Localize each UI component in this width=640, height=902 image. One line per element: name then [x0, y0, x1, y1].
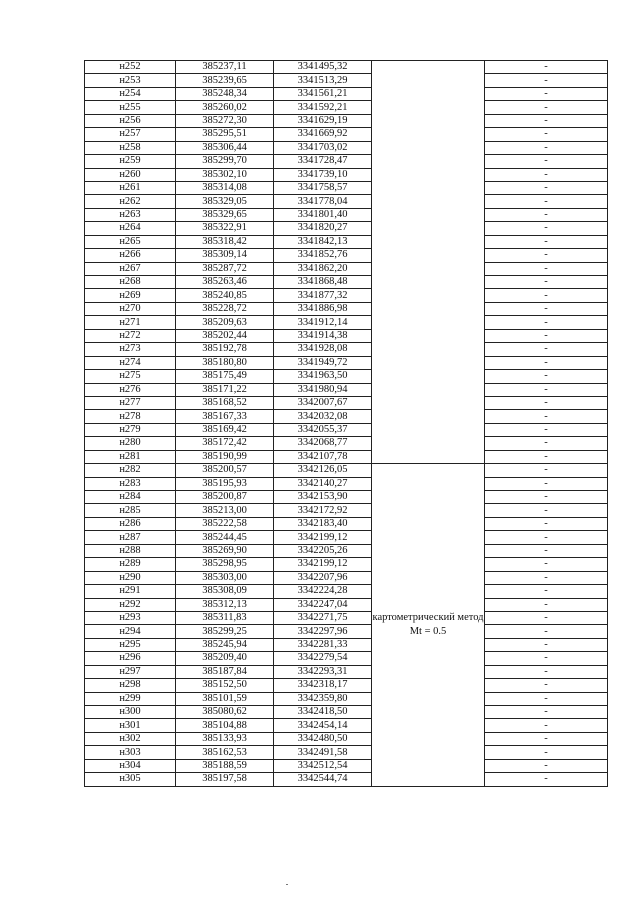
x-coordinate-cell: 385152,50: [176, 679, 274, 692]
y-coordinate-cell: 3342318,17: [274, 679, 372, 692]
description-cell: -: [485, 759, 608, 772]
point-id-cell: н258: [85, 141, 176, 154]
description-cell: -: [485, 611, 608, 624]
y-coordinate-cell: 3342032,08: [274, 410, 372, 423]
point-id-cell: н271: [85, 316, 176, 329]
y-coordinate-cell: 3342293,31: [274, 665, 372, 678]
point-id-cell: н268: [85, 276, 176, 289]
table-row: [85, 464, 608, 477]
description-cell: -: [485, 665, 608, 678]
table-row: [85, 491, 608, 504]
y-coordinate-cell: 3342140,27: [274, 477, 372, 490]
description-cell: -: [485, 276, 608, 289]
table-row: [85, 343, 608, 356]
y-coordinate-cell: 3341739,10: [274, 168, 372, 181]
y-coordinate-cell: 3342279,54: [274, 652, 372, 665]
point-id-cell: н275: [85, 370, 176, 383]
y-coordinate-cell: 3342172,92: [274, 504, 372, 517]
point-id-cell: н292: [85, 598, 176, 611]
point-id-cell: н289: [85, 558, 176, 571]
point-id-cell: н273: [85, 343, 176, 356]
x-coordinate-cell: 385171,22: [176, 383, 274, 396]
point-id-cell: н295: [85, 638, 176, 651]
description-cell: -: [485, 289, 608, 302]
table-row: [85, 692, 608, 705]
point-id-cell: н263: [85, 208, 176, 221]
table-row: [85, 437, 608, 450]
table-row: [85, 652, 608, 665]
description-cell: -: [485, 181, 608, 194]
y-coordinate-cell: 3342207,96: [274, 571, 372, 584]
point-id-cell: н280: [85, 437, 176, 450]
description-cell: -: [485, 437, 608, 450]
y-coordinate-cell: 3341980,94: [274, 383, 372, 396]
description-cell: -: [485, 598, 608, 611]
x-coordinate-cell: 385168,52: [176, 396, 274, 409]
table-row: [85, 155, 608, 168]
x-coordinate-cell: 385080,62: [176, 706, 274, 719]
point-id-cell: н291: [85, 585, 176, 598]
description-cell: -: [485, 195, 608, 208]
y-coordinate-cell: 3341868,48: [274, 276, 372, 289]
description-cell: -: [485, 679, 608, 692]
coordinates-table-body: [85, 61, 608, 787]
description-cell: -: [485, 625, 608, 638]
x-coordinate-cell: 385240,85: [176, 289, 274, 302]
x-coordinate-cell: 385213,00: [176, 504, 274, 517]
description-cell: -: [485, 383, 608, 396]
point-id-cell: н267: [85, 262, 176, 275]
description-cell: -: [485, 87, 608, 100]
y-coordinate-cell: 3342068,77: [274, 437, 372, 450]
table-row: [85, 396, 608, 409]
description-cell: -: [485, 343, 608, 356]
table-row: [85, 517, 608, 530]
point-id-cell: н296: [85, 652, 176, 665]
table-row: [85, 706, 608, 719]
y-coordinate-cell: 3342512,54: [274, 759, 372, 772]
table-row: [85, 773, 608, 786]
x-coordinate-cell: 385222,58: [176, 517, 274, 530]
y-coordinate-cell: 3341963,50: [274, 370, 372, 383]
table-row: [85, 329, 608, 342]
description-cell: -: [485, 517, 608, 530]
point-id-cell: н285: [85, 504, 176, 517]
x-coordinate-cell: 385245,94: [176, 638, 274, 651]
x-coordinate-cell: 385162,53: [176, 746, 274, 759]
point-id-cell: н288: [85, 544, 176, 557]
x-coordinate-cell: 385329,65: [176, 208, 274, 221]
x-coordinate-cell: 385167,33: [176, 410, 274, 423]
x-coordinate-cell: 385101,59: [176, 692, 274, 705]
y-coordinate-cell: 3341561,21: [274, 87, 372, 100]
point-id-cell: н256: [85, 114, 176, 127]
y-coordinate-cell: 3342418,50: [274, 706, 372, 719]
y-coordinate-cell: 3341669,92: [274, 128, 372, 141]
y-coordinate-cell: 3341801,40: [274, 208, 372, 221]
table-row: [85, 450, 608, 463]
y-coordinate-cell: 3341842,13: [274, 235, 372, 248]
point-id-cell: н272: [85, 329, 176, 342]
table-row: [85, 625, 608, 638]
point-id-cell: н260: [85, 168, 176, 181]
table-row: [85, 356, 608, 369]
description-cell: -: [485, 410, 608, 423]
x-coordinate-cell: 385260,02: [176, 101, 274, 114]
y-coordinate-cell: 3341852,76: [274, 249, 372, 262]
x-coordinate-cell: 385298,95: [176, 558, 274, 571]
x-coordinate-cell: 385228,72: [176, 302, 274, 315]
x-coordinate-cell: 385169,42: [176, 423, 274, 436]
description-cell: -: [485, 732, 608, 745]
x-coordinate-cell: 385269,90: [176, 544, 274, 557]
point-id-cell: н298: [85, 679, 176, 692]
point-id-cell: н294: [85, 625, 176, 638]
description-cell: -: [485, 302, 608, 315]
point-id-cell: н252: [85, 61, 176, 74]
y-coordinate-cell: 3342297,96: [274, 625, 372, 638]
y-coordinate-cell: 3341728,47: [274, 155, 372, 168]
description-cell: -: [485, 141, 608, 154]
point-id-cell: н299: [85, 692, 176, 705]
point-id-cell: н281: [85, 450, 176, 463]
x-coordinate-cell: 385190,99: [176, 450, 274, 463]
table-row: [85, 316, 608, 329]
table-row: [85, 679, 608, 692]
description-cell: -: [485, 504, 608, 517]
y-coordinate-cell: 3342007,67: [274, 396, 372, 409]
table-row: [85, 477, 608, 490]
description-cell: -: [485, 652, 608, 665]
point-id-cell: н284: [85, 491, 176, 504]
description-cell: -: [485, 114, 608, 127]
y-coordinate-cell: 3341886,98: [274, 302, 372, 315]
point-id-cell: н255: [85, 101, 176, 114]
point-id-cell: н297: [85, 665, 176, 678]
y-coordinate-cell: 3342271,75: [274, 611, 372, 624]
y-coordinate-cell: 3341778,04: [274, 195, 372, 208]
table-row: [85, 61, 608, 74]
x-coordinate-cell: 385329,05: [176, 195, 274, 208]
point-id-cell: н293: [85, 611, 176, 624]
x-coordinate-cell: 385180,80: [176, 356, 274, 369]
table-row: [85, 87, 608, 100]
method-cell: картометрический метод Mt = 0.5: [372, 464, 485, 787]
table-row: [85, 208, 608, 221]
point-id-cell: н290: [85, 571, 176, 584]
point-id-cell: н262: [85, 195, 176, 208]
x-coordinate-cell: 385244,45: [176, 531, 274, 544]
x-coordinate-cell: 385302,10: [176, 168, 274, 181]
y-coordinate-cell: 3341928,08: [274, 343, 372, 356]
description-cell: -: [485, 477, 608, 490]
table-row: [85, 195, 608, 208]
point-id-cell: н305: [85, 773, 176, 786]
description-cell: -: [485, 222, 608, 235]
x-coordinate-cell: 385272,30: [176, 114, 274, 127]
point-id-cell: н265: [85, 235, 176, 248]
description-cell: -: [485, 719, 608, 732]
y-coordinate-cell: 3342247,04: [274, 598, 372, 611]
y-coordinate-cell: 3342199,12: [274, 531, 372, 544]
table-row: [85, 558, 608, 571]
x-coordinate-cell: 385237,11: [176, 61, 274, 74]
table-row: [85, 370, 608, 383]
description-cell: -: [485, 491, 608, 504]
x-coordinate-cell: 385188,59: [176, 759, 274, 772]
y-coordinate-cell: 3341703,02: [274, 141, 372, 154]
point-id-cell: н287: [85, 531, 176, 544]
y-coordinate-cell: 3341629,19: [274, 114, 372, 127]
point-id-cell: н301: [85, 719, 176, 732]
x-coordinate-cell: 385195,93: [176, 477, 274, 490]
x-coordinate-cell: 385175,49: [176, 370, 274, 383]
table-row: [85, 276, 608, 289]
table-row: [85, 289, 608, 302]
table-row: [85, 128, 608, 141]
y-coordinate-cell: 3341820,27: [274, 222, 372, 235]
point-id-cell: н264: [85, 222, 176, 235]
y-coordinate-cell: 3342359,80: [274, 692, 372, 705]
description-cell: -: [485, 128, 608, 141]
point-id-cell: н279: [85, 423, 176, 436]
x-coordinate-cell: 385200,57: [176, 464, 274, 477]
point-id-cell: н259: [85, 155, 176, 168]
description-cell: -: [485, 74, 608, 87]
description-cell: -: [485, 746, 608, 759]
table-row: [85, 571, 608, 584]
description-cell: -: [485, 168, 608, 181]
y-coordinate-cell: 3342454,14: [274, 719, 372, 732]
description-cell: -: [485, 692, 608, 705]
table-row: [85, 410, 608, 423]
x-coordinate-cell: 385209,40: [176, 652, 274, 665]
x-coordinate-cell: 385104,88: [176, 719, 274, 732]
y-coordinate-cell: 3341495,32: [274, 61, 372, 74]
y-coordinate-cell: 3341592,21: [274, 101, 372, 114]
description-cell: -: [485, 773, 608, 786]
y-coordinate-cell: 3342153,90: [274, 491, 372, 504]
x-coordinate-cell: 385192,78: [176, 343, 274, 356]
description-cell: -: [485, 558, 608, 571]
description-cell: -: [485, 316, 608, 329]
x-coordinate-cell: 385200,87: [176, 491, 274, 504]
y-coordinate-cell: 3341949,72: [274, 356, 372, 369]
table-row: [85, 423, 608, 436]
point-id-cell: н276: [85, 383, 176, 396]
description-cell: -: [485, 423, 608, 436]
description-cell: -: [485, 544, 608, 557]
table-row: [85, 732, 608, 745]
y-coordinate-cell: 3342544,74: [274, 773, 372, 786]
y-coordinate-cell: 3342107,78: [274, 450, 372, 463]
x-coordinate-cell: 385202,44: [176, 329, 274, 342]
description-cell: -: [485, 249, 608, 262]
description-cell: -: [485, 61, 608, 74]
description-cell: -: [485, 706, 608, 719]
table-row: [85, 638, 608, 651]
x-coordinate-cell: 385312,13: [176, 598, 274, 611]
y-coordinate-cell: 3342480,50: [274, 732, 372, 745]
y-coordinate-cell: 3341914,38: [274, 329, 372, 342]
x-coordinate-cell: 385239,65: [176, 74, 274, 87]
description-cell: -: [485, 101, 608, 114]
table-row: [85, 101, 608, 114]
x-coordinate-cell: 385187,84: [176, 665, 274, 678]
x-coordinate-cell: 385263,46: [176, 276, 274, 289]
point-id-cell: н266: [85, 249, 176, 262]
y-coordinate-cell: 3341877,32: [274, 289, 372, 302]
table-row: [85, 665, 608, 678]
page-mark: [286, 884, 288, 885]
point-id-cell: н283: [85, 477, 176, 490]
table-row: [85, 114, 608, 127]
table-row: [85, 759, 608, 772]
table-row: [85, 141, 608, 154]
y-coordinate-cell: 3341758,57: [274, 181, 372, 194]
point-id-cell: н286: [85, 517, 176, 530]
y-coordinate-cell: 3342126,05: [274, 464, 372, 477]
table-row: [85, 585, 608, 598]
y-coordinate-cell: 3341862,20: [274, 262, 372, 275]
point-id-cell: н261: [85, 181, 176, 194]
method-cell: [372, 61, 485, 464]
description-cell: -: [485, 531, 608, 544]
table-row: [85, 598, 608, 611]
table-row: [85, 544, 608, 557]
y-coordinate-cell: 3341513,29: [274, 74, 372, 87]
y-coordinate-cell: 3342205,26: [274, 544, 372, 557]
table-row: [85, 168, 608, 181]
table-row: [85, 302, 608, 315]
table-row: [85, 611, 608, 624]
x-coordinate-cell: 385314,08: [176, 181, 274, 194]
description-cell: -: [485, 585, 608, 598]
y-coordinate-cell: 3342281,33: [274, 638, 372, 651]
description-cell: -: [485, 571, 608, 584]
coordinates-table: [84, 60, 608, 787]
description-cell: -: [485, 208, 608, 221]
y-coordinate-cell: 3342055,37: [274, 423, 372, 436]
x-coordinate-cell: 385311,83: [176, 611, 274, 624]
table-row: [85, 531, 608, 544]
x-coordinate-cell: 385308,09: [176, 585, 274, 598]
x-coordinate-cell: 385299,25: [176, 625, 274, 638]
description-cell: -: [485, 262, 608, 275]
x-coordinate-cell: 385133,93: [176, 732, 274, 745]
x-coordinate-cell: 385295,51: [176, 128, 274, 141]
description-cell: -: [485, 155, 608, 168]
description-cell: -: [485, 356, 608, 369]
y-coordinate-cell: 3342224,28: [274, 585, 372, 598]
point-id-cell: н274: [85, 356, 176, 369]
point-id-cell: н253: [85, 74, 176, 87]
table-row: [85, 262, 608, 275]
table-row: [85, 383, 608, 396]
x-coordinate-cell: 385287,72: [176, 262, 274, 275]
y-coordinate-cell: 3342491,58: [274, 746, 372, 759]
description-cell: -: [485, 638, 608, 651]
y-coordinate-cell: 3342183,40: [274, 517, 372, 530]
description-cell: -: [485, 370, 608, 383]
x-coordinate-cell: 385322,91: [176, 222, 274, 235]
x-coordinate-cell: 385248,34: [176, 87, 274, 100]
point-id-cell: н304: [85, 759, 176, 772]
point-id-cell: н300: [85, 706, 176, 719]
x-coordinate-cell: 385209,63: [176, 316, 274, 329]
description-cell: -: [485, 464, 608, 477]
y-coordinate-cell: 3342199,12: [274, 558, 372, 571]
x-coordinate-cell: 385197,58: [176, 773, 274, 786]
point-id-cell: н278: [85, 410, 176, 423]
x-coordinate-cell: 385306,44: [176, 141, 274, 154]
y-coordinate-cell: 3341912,14: [274, 316, 372, 329]
description-cell: -: [485, 329, 608, 342]
point-id-cell: н303: [85, 746, 176, 759]
x-coordinate-cell: 385299,70: [176, 155, 274, 168]
point-id-cell: н282: [85, 464, 176, 477]
x-coordinate-cell: 385309,14: [176, 249, 274, 262]
description-cell: -: [485, 235, 608, 248]
x-coordinate-cell: 385172,42: [176, 437, 274, 450]
table-row: [85, 249, 608, 262]
x-coordinate-cell: 385318,42: [176, 235, 274, 248]
point-id-cell: н254: [85, 87, 176, 100]
table-row: [85, 235, 608, 248]
table-row: [85, 222, 608, 235]
point-id-cell: н257: [85, 128, 176, 141]
x-coordinate-cell: 385303,00: [176, 571, 274, 584]
point-id-cell: н269: [85, 289, 176, 302]
table-row: [85, 719, 608, 732]
description-cell: -: [485, 396, 608, 409]
table-row: [85, 181, 608, 194]
point-id-cell: н302: [85, 732, 176, 745]
point-id-cell: н270: [85, 302, 176, 315]
table-row: [85, 746, 608, 759]
description-cell: -: [485, 450, 608, 463]
table-row: [85, 504, 608, 517]
table-row: [85, 74, 608, 87]
point-id-cell: н277: [85, 396, 176, 409]
